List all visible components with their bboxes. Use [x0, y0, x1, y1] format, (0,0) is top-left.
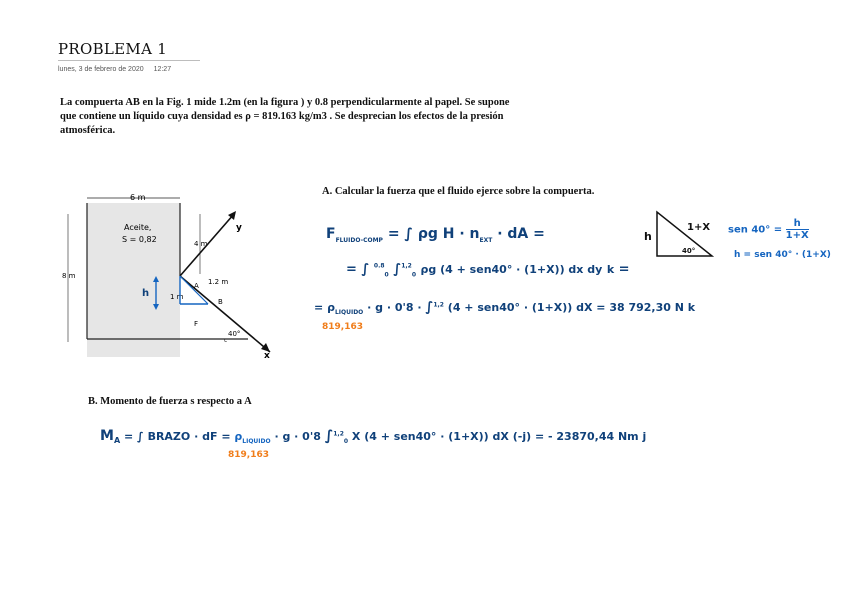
- angle-label: 40°: [228, 330, 241, 338]
- angle-mark: ⌞: [224, 335, 228, 343]
- rho-value-annotation-a: 819,163: [322, 322, 363, 332]
- rho-value-annotation-b: 819,163: [228, 450, 269, 460]
- page-title: PROBLEMA 1: [58, 40, 168, 58]
- sin-fraction-num: h: [786, 218, 809, 230]
- partb-middle: · g · 0'8: [274, 430, 321, 443]
- eq2-row: = ∫ $^{0.8}_0$ ∫$^{1,2}_0$ ρg (4 + sen40° · (1+X)) dx dy k =: [346, 262, 630, 279]
- dim-8m-label: 8 m: [62, 272, 76, 280]
- part-b-heading: B. Momento de fuerza s respecto a A: [88, 396, 252, 407]
- eq3-result: (4 + sen40° · (1+X)) dX = 38 792,30 N: [447, 301, 684, 314]
- partb-unit-vector: j: [642, 430, 647, 443]
- sin-equation: [728, 218, 809, 241]
- eq2-integrand: ρg (4 + sen40° · (1+X)) dx dy: [420, 263, 603, 276]
- eq1-row: [326, 226, 545, 244]
- eq2-upper-limit-y: 0.8: [373, 262, 385, 270]
- eq1-force-symbol: F: [326, 226, 336, 242]
- sin-fraction: [786, 218, 809, 241]
- eq2-upper-limit-x: 1,2: [401, 262, 412, 270]
- dim-1m-label: 1 m: [170, 293, 184, 301]
- statement-line: que contiene un líquido cuya densidad es ρ = 819.163 kg/m3 . Se desprecian los efectos de la presión: [60, 111, 504, 122]
- triangle-sketch: [640, 206, 720, 262]
- statement-line: atmosférica.: [60, 125, 116, 136]
- h-equation: h = sen 40° · (1+X): [734, 250, 831, 260]
- eq3-row: = $\rho_{LIQUIDO} \cdot g \cdot 0'8 \cdot \int^{1,2}$ (4 + sen40° · (1+X)) dX = 38 792,30 N k: [314, 300, 696, 317]
- moment-integral: = ∫ BRAZO · dF =: [123, 430, 231, 443]
- partb-upper-limit: 1,2: [333, 430, 344, 438]
- partb-lower-limit: 0: [343, 438, 349, 446]
- top-dimension-label: 6 m: [130, 193, 146, 202]
- dim-1-2m-label: 1.2 m: [208, 278, 229, 286]
- eq1-n-subscript: EXT: [479, 236, 493, 244]
- point-B-label: B: [218, 298, 223, 306]
- moment-symbol: M: [100, 428, 114, 444]
- triangle-hyp-label: 1+X: [687, 222, 711, 233]
- x-axis-label: x: [264, 351, 270, 361]
- eq3-rho-subscript: LIQUIDO: [334, 309, 364, 317]
- title-divider: [58, 60, 200, 61]
- sin-fraction-den: 1+X: [785, 230, 809, 241]
- page-timestamp: [58, 66, 171, 73]
- eq3-unit-vector: k: [687, 301, 696, 314]
- problem-statement: [60, 96, 530, 138]
- eq3-upper-limit: 1,2: [433, 301, 444, 309]
- eq3-middle: · g · 0'8 ·: [367, 301, 422, 314]
- eq1-tail: · dA =: [497, 226, 545, 242]
- part-a-heading: A. Calcular la fuerza que el fluido ejerce sobre la compuerta.: [322, 186, 595, 197]
- partb-rho-subscript: LIQUIDO: [242, 438, 271, 446]
- statement-line: La compuerta AB en la Fig. 1 mide 1.2m (en la figura ) y 0.8 perpendicularmente al papel. Se supone: [60, 97, 510, 108]
- point-A-label: A: [194, 282, 199, 290]
- page-date: lunes, 3 de febrero de 2020: [58, 66, 144, 73]
- y-axis-label: y: [236, 223, 242, 233]
- eq1-force-subscript: FLUIDO-COMP: [335, 236, 383, 244]
- y-axis-line: [180, 214, 234, 276]
- fluid-density: S = 0,82: [122, 235, 157, 244]
- partb-result: X (4 + sen40° · (1+X)) dX (-j) = - 23870,44 Nm: [351, 430, 639, 443]
- eq2-lower-limit-y: 0: [384, 271, 389, 279]
- eq3-rho-symbol: ρ: [327, 301, 335, 314]
- gate-figure: [58, 186, 288, 362]
- eq2-unit-vector: k: [606, 263, 615, 276]
- force-label: F: [194, 320, 199, 328]
- page-time: 12:27: [153, 66, 172, 73]
- partb-equation: $M_A$ = ∫ BRAZO · dF = $\rho_{LIQUIDO} \cdot g \cdot 0'8$ ∫$^{1,2}_0$ X (4 + sen40° · (1+X)) dX (-j) = - 23870,44 Nm j: [100, 428, 647, 446]
- triangle-angle-label: 40°: [682, 247, 696, 255]
- eq1-integral: = ∫ ρg H · n: [387, 226, 480, 242]
- eq2-lower-limit-x: 0: [411, 271, 417, 279]
- h-label: h: [142, 288, 150, 299]
- moment-subscript: A: [113, 436, 121, 446]
- fluid-name: Aceite,: [124, 223, 152, 232]
- triangle-h-label: h: [644, 230, 652, 243]
- dim-4m-label: 4 m: [194, 240, 208, 248]
- sin-equation-lhs: sen 40° =: [728, 224, 783, 236]
